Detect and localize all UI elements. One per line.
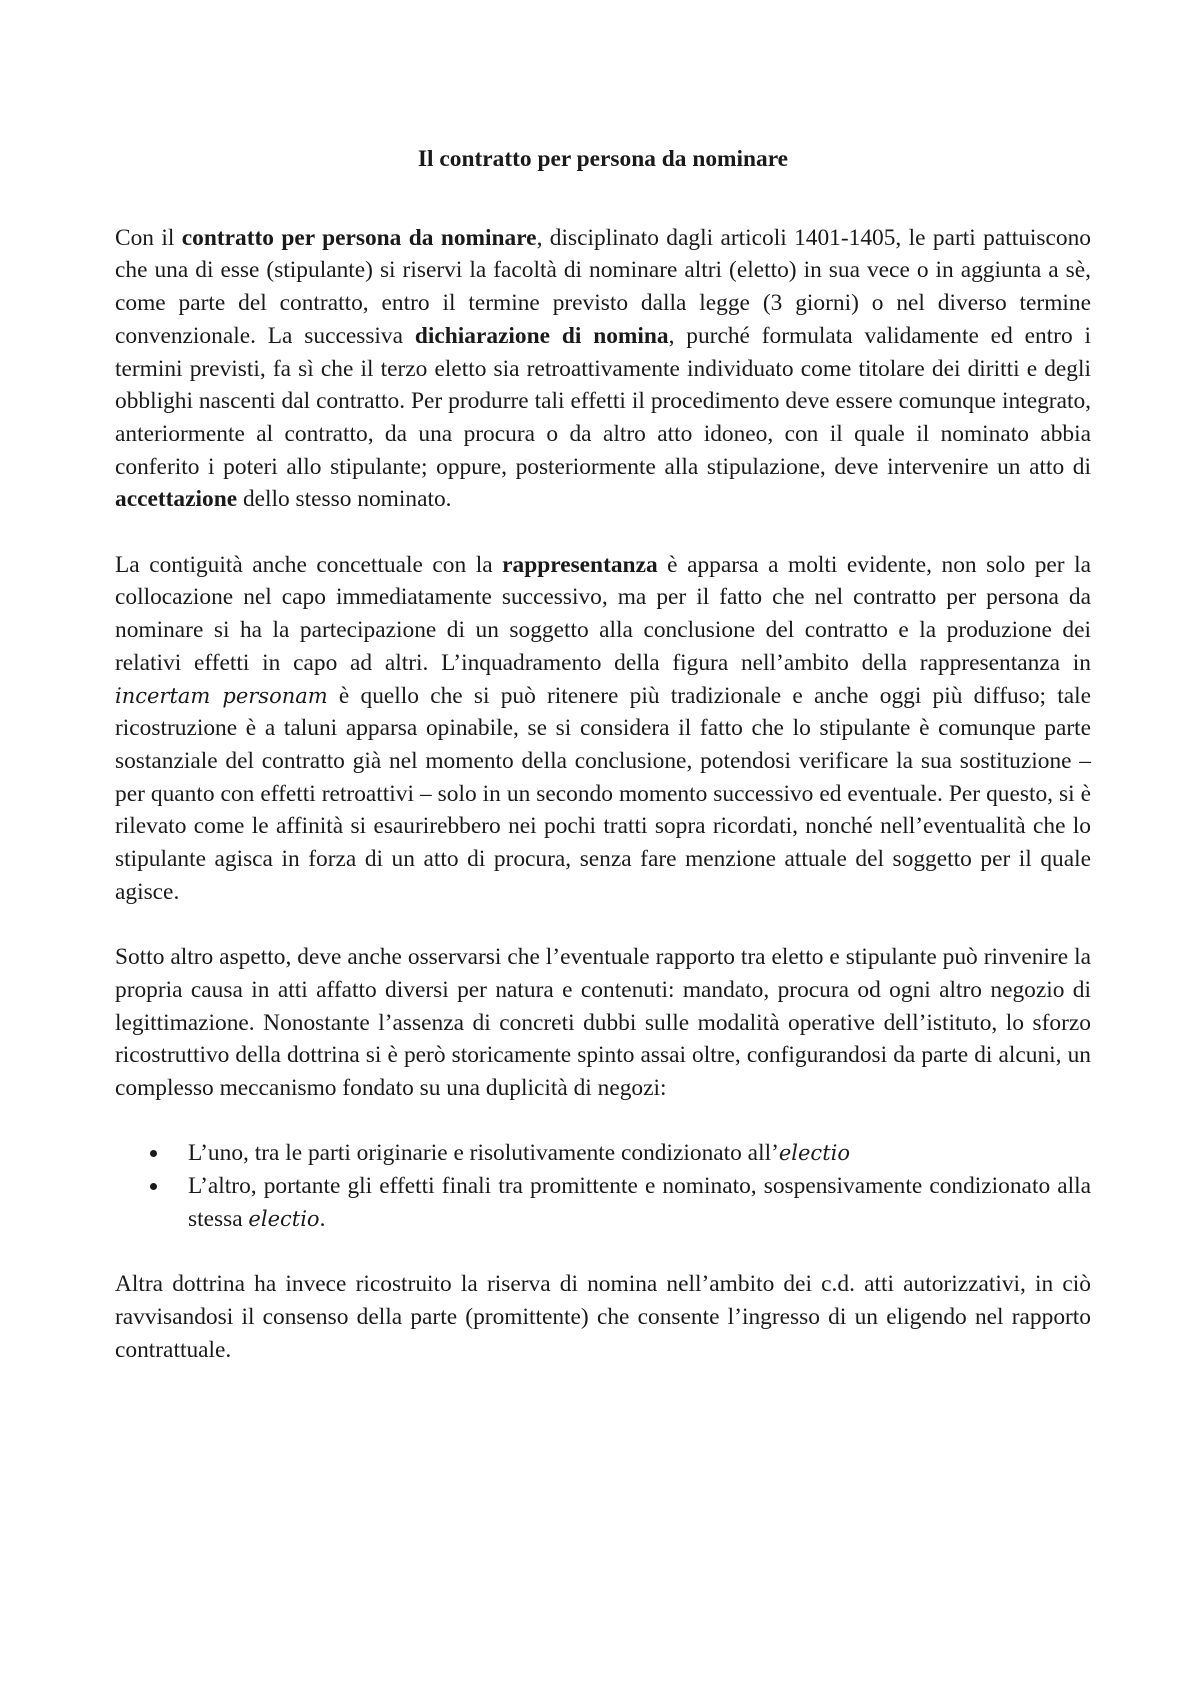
page-title: Il contratto per persona da nominare bbox=[417, 146, 789, 172]
text-run: è quello che si può ritenere più tradizionale e anche oggi più diffuso; tale ricostruzione è a taluni apparsa opinabile, se si considera il fatto che lo stipulante è comunque parte sostanziale del contratto già nel momento della conclusione, potendosi verificare la sua sostituzione – per quanto con effetti retroattivi – solo in un secondo momento successivo ed eventuale. Per questo, si è rilevato come le affinità si esaurirebbero nei pochi tratti sopra ricordati, nonché nell’eventualità che lo stipulante agisca in forza di un atto di procura, senza fare menzione attuale del soggetto per il quale agisce. bbox=[115, 682, 1091, 905]
text-run: L’altro, portante gli effetti finali tra promittente e nominato, sospensivamente condizionato alla stessa bbox=[188, 1173, 1091, 1232]
text-run: è apparsa a molti evidente, non solo per la collocazione nel capo immediatamente successivo, ma per il fatto che nel contratto per persona da nominare si ha la partecipazione di un soggetto alla conclusione del contratto e la produzione dei relativi effetti in capo ad altri. L’inquadramento della figura nell’ambito della rappresentanza in bbox=[115, 551, 1091, 676]
text-run: La contiguità anche concettuale con la bbox=[115, 551, 503, 578]
paragraph-3: Sotto altro aspetto, deve anche osservarsi che l’eventuale rapporto tra eletto e stipulante può rinvenire la propria causa in atti affatto diversi per natura e contenuti: mandato, procura od ogni altro negozio di legittimazione. Nonostante l’assenza di concreti dubbi sulle modalità operative dell’istituto, lo sforzo ricostruttivo della dottrina si è però storicamente spinto assai oltre, configurandosi da parte di alcuni, un complesso meccanismo fondato su una duplicità di negozi: bbox=[115, 944, 1091, 1101]
text-run: Con il bbox=[115, 224, 182, 251]
list-item bbox=[115, 1137, 1091, 1170]
paragraph-2 bbox=[115, 549, 1091, 909]
list-item bbox=[115, 1170, 1091, 1235]
bold-term: dichiarazione di nomina bbox=[414, 322, 669, 349]
bullet-list bbox=[115, 1137, 1091, 1235]
italic-term: electio bbox=[248, 1206, 320, 1231]
document-body bbox=[115, 143, 1091, 1366]
text-run: , purché formulata validamente ed entro i termini previsti, fa sì che il terzo eletto sia retroattivamente individuato come titolare dei diritti e degli obblighi nascenti dal contratto. Per produrre tali effetti il procedimento deve essere comunque integrato, anteriormente al contratto, da una procura o da altro atto idoneo, con il quale il nominato abbia conferito i poteri allo stipulante; oppure, posteriormente alla stipulazione, deve intervenire un atto di bbox=[115, 322, 1092, 480]
bullet-icon bbox=[150, 1183, 157, 1190]
paragraph-4: Altra dottrina ha invece ricostruito la riserva di nomina nell’ambito dei c.d. atti autorizzativi, in ciò ravvisandosi il consenso della parte (promittente) che consente l’ingresso di un eligendo nel rapporto contrattuale. bbox=[115, 1271, 1091, 1363]
italic-term: electio bbox=[778, 1141, 850, 1166]
bold-term: contratto per persona da nominare bbox=[181, 224, 537, 251]
italic-term: incertam personam bbox=[115, 683, 328, 708]
bullet-icon bbox=[150, 1150, 157, 1157]
paragraph-1 bbox=[115, 222, 1091, 516]
text-run: L’uno, tra le parti originarie e risolutivamente condizionato all’ bbox=[188, 1140, 779, 1167]
bold-term: accettazione bbox=[115, 486, 238, 513]
text-run: dello stesso nominato. bbox=[237, 486, 452, 513]
bold-term: rappresentanza bbox=[502, 551, 658, 578]
text-run: . bbox=[319, 1205, 326, 1232]
text-run: , disciplinato dagli articoli 1401-1405, le parti pattuiscono che una di esse (stipulante) si riservi la facoltà di nominare altri (eletto) in sua vece o in aggiunta a sè, come parte del contratto, entro il termine previsto dalla legge (3 giorni) o nel diverso termine convenzionale. La successiva bbox=[115, 224, 1091, 349]
